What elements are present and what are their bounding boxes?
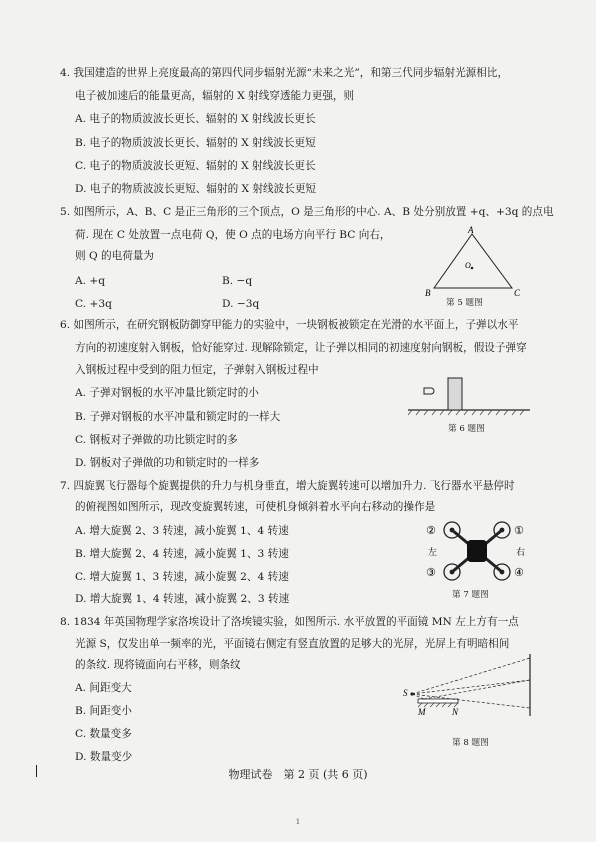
q8-figure-caption: 第 8 题图 — [452, 738, 489, 748]
page-mark: 1 — [295, 818, 301, 826]
q4-stem-line-1: 4. 我国建造的世界上亮度最高的第四代同步辐射光源“未来之光”，和第三代同步辐射光源相比， — [60, 67, 509, 79]
page-footer: 物理试卷 第 2 页 (共 6 页) — [228, 768, 368, 781]
q5-triangle-figure — [420, 226, 530, 301]
q8-option-c: C. 数量变多 — [75, 728, 132, 740]
q6-steel-plate-figure — [404, 372, 534, 418]
q7-option-c: C. 增大旋翼 1、3 转速，减小旋翼 2、4 转速 — [75, 571, 289, 583]
q7-rotor-2-label: ② — [426, 524, 436, 537]
q7-rotor-3-label: ③ — [426, 566, 436, 579]
q8-lloyd-mirror-figure — [400, 650, 540, 725]
q5-option-d: D. −3q — [222, 298, 260, 310]
q8-stem-line-1: 8. 1834 年英国物理学家洛埃设计了洛埃镜实验，如图所示. 水平放置的平面镜 MN 左上方有一点 — [60, 616, 519, 628]
q6-stem-line-2: 方向的初速度射入钢板，恰好能穿过. 现解除锁定，让子弹以相同的初速度射向钢板，假设子弹穿 — [75, 342, 527, 354]
q8-stem-line-3: 的条纹. 现将镜面向右平移，则条纹 — [75, 659, 241, 671]
q6-option-c: C. 钢板对子弹做的功比锁定时的多 — [75, 434, 238, 446]
q8-option-b: B. 间距变小 — [75, 705, 132, 717]
q4-option-a: A. 电子的物质波波长更长、辐射的 X 射线波长更长 — [75, 113, 316, 125]
q8-label-n: N — [452, 707, 459, 717]
q5-label-o: O — [465, 261, 471, 270]
q6-figure-caption: 第 6 题图 — [448, 424, 485, 434]
q6-option-b: B. 子弹对钢板的水平冲量和锁定时的一样大 — [75, 411, 281, 423]
q7-rotor-1-label: ① — [514, 524, 524, 537]
q4-stem-line-2: 电子被加速后的能量更高，辐射的 X 射线穿透能力更强，则 — [75, 90, 355, 102]
q5-stem-line-3: 则 Q 的电荷量为 — [75, 250, 154, 262]
q5-stem-line-1: 5. 如图所示，A、B、C 是正三角形的三个顶点，O 是三角形的中心. A、B 处分别放置 +q、+3q 的点电 — [60, 206, 554, 218]
q4-option-d: D. 电子的物质波波长更短、辐射的 X 射线波长更短 — [75, 183, 317, 195]
q8-label-s: S — [403, 688, 408, 698]
q7-right-label: 右 — [516, 548, 526, 558]
q6-stem-line-3: 入钢板过程中受到的阻力恒定，子弹射入钢板过程中 — [75, 364, 319, 376]
q7-rotor-4-label: ④ — [514, 566, 524, 579]
q5-label-a: A — [468, 226, 474, 235]
q6-stem-line-1: 6. 如图所示，在研究钢板防御穿甲能力的实验中，一块钢板被锁定在光滑的水平面上，子弹以水平 — [60, 319, 519, 331]
q4-option-b: B. 电子的物质波波长更长、辐射的 X 射线波长更短 — [75, 137, 316, 149]
q5-label-c: C — [514, 288, 521, 298]
q5-figure-caption: 第 5 题图 — [446, 298, 483, 308]
q5-option-b: B. −q — [222, 275, 253, 287]
q7-left-label: 左 — [428, 548, 438, 558]
q7-stem-line-1: 7. 四旋翼飞行器每个旋翼提供的升力与机身垂直，增大旋翼转速可以增加升力. 飞行器水平悬停时 — [60, 480, 515, 492]
q6-option-a: A. 子弹对钢板的水平冲量比锁定时的小 — [75, 387, 259, 399]
q8-option-d: D. 数量变少 — [75, 751, 133, 763]
q8-label-m: M — [418, 707, 426, 717]
q8-option-a: A. 间距变大 — [75, 682, 132, 694]
q7-option-a: A. 增大旋翼 2、3 转速，减小旋翼 1、4 转速 — [75, 525, 289, 537]
q7-quadcopter-figure — [422, 518, 532, 584]
q5-option-a: A. +q — [75, 275, 106, 287]
q5-label-b: B — [425, 288, 431, 298]
q7-option-b: B. 增大旋翼 2、4 转速，减小旋翼 1、3 转速 — [75, 548, 289, 560]
q7-figure-caption: 第 7 题图 — [452, 590, 489, 600]
q5-option-c: C. +3q — [75, 298, 112, 310]
q5-stem-line-2: 荷. 现在 C 处放置一点电荷 Q，使 O 点的电场方向平行 BC 向右， — [75, 229, 391, 241]
q4-option-c: C. 电子的物质波波长更短、辐射的 X 射线波长更长 — [75, 160, 316, 172]
q6-option-d: D. 钢板对子弹做的功和锁定时的一样多 — [75, 457, 260, 469]
q8-stem-line-2: 光源 S，仅发出单一频率的光，平面镜右侧定有竖直放置的足够大的光屏，光屏上有明暗相间 — [75, 638, 510, 650]
q7-stem-line-2: 的俯视图如图所示，现改变旋翼转速，可使机身倾斜着水平向右移动的操作是 — [75, 501, 436, 513]
q7-option-d: D. 增大旋翼 1、4 转速，减小旋翼 2、3 转速 — [75, 593, 290, 605]
